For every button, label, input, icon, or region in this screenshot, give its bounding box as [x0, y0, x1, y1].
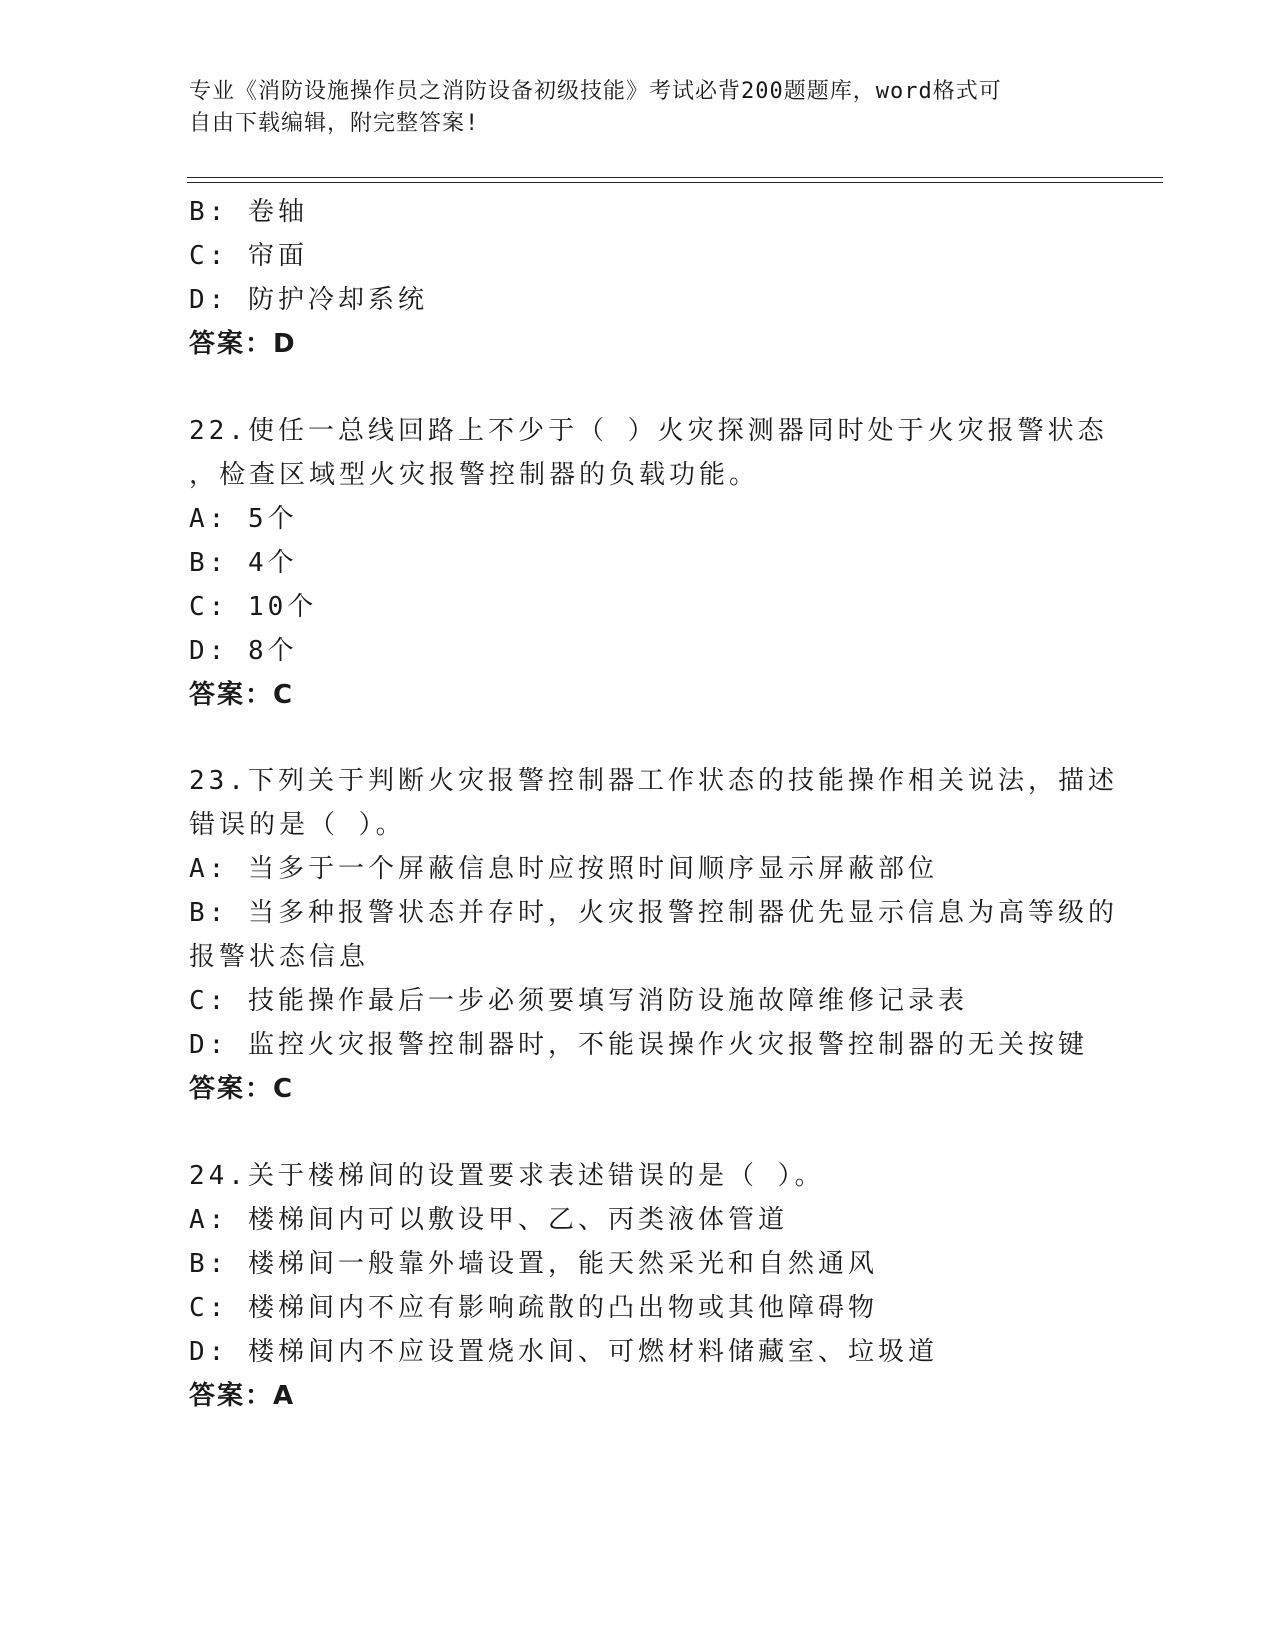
- header-divider-top: [187, 177, 1163, 178]
- q22-option-b: B: 4个: [189, 548, 298, 578]
- question-24-line-1: 24.关于楼梯间的设置要求表述错误的是（ ）。: [189, 1161, 825, 1191]
- header-line-1: 专业《消防设施操作员之消防设备初级技能》考试必背200题题库，word格式可: [189, 79, 1002, 104]
- q23-answer: 答案：C: [189, 1074, 295, 1104]
- q23-option-b-line-2: 报警状态信息: [189, 942, 370, 972]
- option-c: C: 帘面: [189, 241, 308, 271]
- question-22-line-2: ，检查区域型火灾报警控制器的负载功能。: [189, 460, 760, 490]
- question-23-line-2: 错误的是（ ）。: [189, 810, 406, 840]
- q23-option-b-line-1: B: 当多种报警状态并存时，火灾报警控制器优先显示信息为高等级的: [189, 898, 1118, 928]
- q24-option-c: C: 楼梯间内不应有影响疏散的凸出物或其他障碍物: [189, 1293, 878, 1323]
- q22-option-c: C: 10个: [189, 592, 318, 622]
- question-23-line-1: 23.下列关于判断火灾报警控制器工作状态的技能操作相关说法，描述: [189, 766, 1118, 796]
- q22-answer: 答案：C: [189, 680, 295, 710]
- header-line-2: 自由下载编辑，附完整答案!: [189, 111, 480, 136]
- q23-option-c: C: 技能操作最后一步必须要填写消防设施故障维修记录表: [189, 986, 968, 1016]
- q24-option-a: A: 楼梯间内可以敷设甲、乙、丙类液体管道: [189, 1205, 788, 1235]
- option-d: D: 防护冷却系统: [189, 285, 428, 315]
- question-22-line-1: 22.使任一总线回路上不少于（ ）火灾探测器同时处于火灾报警状态: [189, 416, 1108, 446]
- q23-option-d: D: 监控火灾报警控制器时，不能误操作火灾报警控制器的无关按键: [189, 1030, 1088, 1060]
- q24-answer: 答案：A: [189, 1381, 296, 1411]
- q23-option-a: A: 当多于一个屏蔽信息时应按照时间顺序显示屏蔽部位: [189, 854, 938, 884]
- q24-option-b: B: 楼梯间一般靠外墙设置，能天然采光和自然通风: [189, 1249, 878, 1279]
- document-header: [189, 76, 1089, 140]
- q22-option-d: D: 8个: [189, 636, 298, 666]
- q22-option-a: A: 5个: [189, 504, 298, 534]
- option-b: B: 卷轴: [189, 197, 308, 227]
- header-divider-bottom: [187, 182, 1163, 183]
- q24-option-d: D: 楼梯间内不应设置烧水间、可燃材料储藏室、垃圾道: [189, 1337, 938, 1367]
- answer-text: 答案：D: [189, 329, 297, 359]
